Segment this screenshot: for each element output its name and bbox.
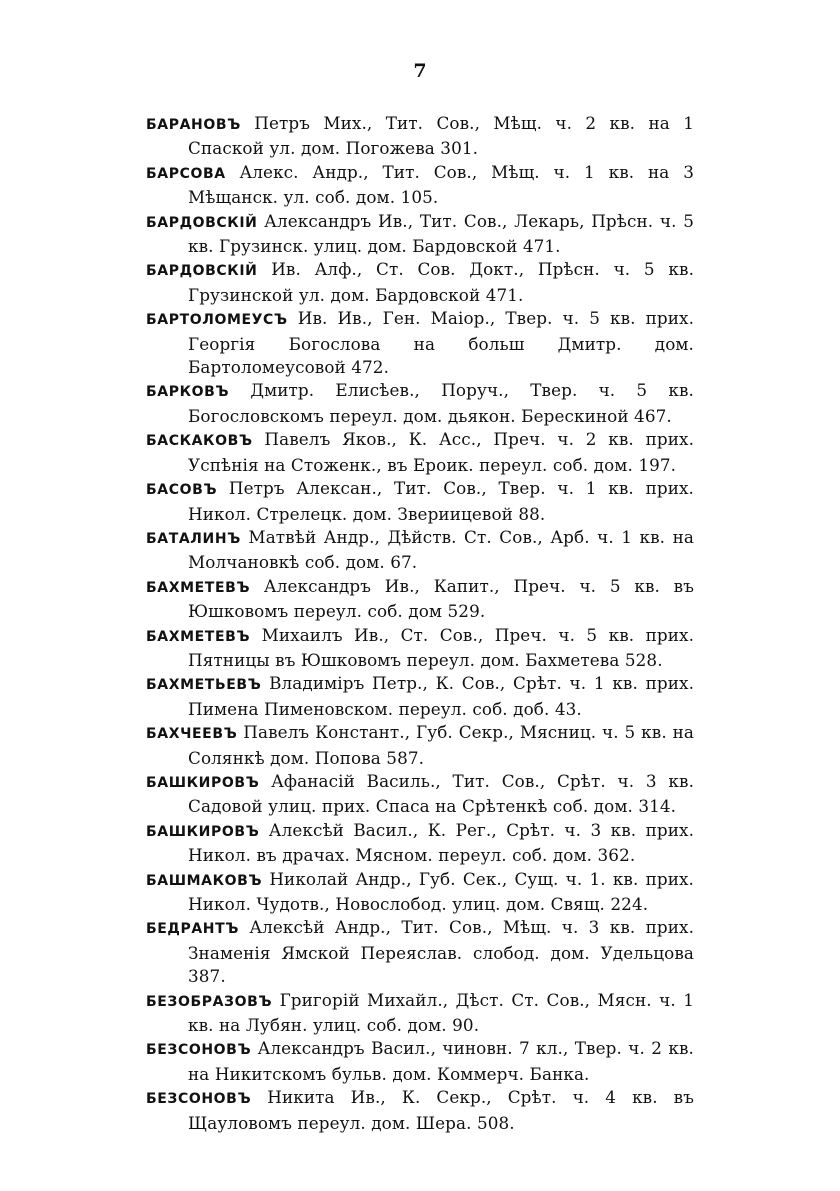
- entry-surname: БАРТОЛОМЕУСЪ: [146, 312, 288, 329]
- entry-text: Ив. Алф., Ст. Сов. Докт., Прѣсн. ч. 5 кв. Грузинской ул. дом. Бардовской 471.: [188, 259, 695, 305]
- entry-text: Алекс. Андр., Тит. Сов., Мѣщ. ч. 1 кв. на 3 Мѣщанск. ул. соб. дом. 105.: [188, 161, 694, 208]
- directory-entry: [146, 379, 694, 428]
- entry-text: Петръ Алексан., Тит. Сов., Твер. ч. 1 кв. прих. Никол. Стрелецк. дом. Звериицевой 88.: [188, 478, 694, 524]
- entry-text: Александръ Ив., Капит., Преч. ч. 5 кв. въ Юшковомъ переул. соб. дом 529.: [188, 575, 695, 622]
- directory-entry: [146, 770, 694, 819]
- entry-text: Павелъ Яков., К. Асс., Преч. ч. 2 кв. прих. Успѣнія на Стоженк., въ Ероик. переул. соб. дом. 197.: [188, 429, 694, 475]
- entry-surname: БАШКИРОВЪ: [146, 823, 260, 840]
- directory-entry: [146, 672, 694, 721]
- entry-surname: БАСОВЪ: [146, 482, 218, 499]
- entry-surname: БАХМЕТЬЕВЪ: [146, 677, 262, 694]
- directory-entries: [146, 112, 694, 1135]
- entry-surname: БАХМЕТЕВЪ: [146, 579, 251, 596]
- entry-text: Петръ Мих., Тит. Сов., Мѣщ. ч. 2 кв. на 1 Спаской ул. дом. Погожева 301.: [188, 113, 694, 159]
- directory-entry: [146, 477, 694, 526]
- entry-text: Афанасій Василь., Тит. Сов., Срѣт. ч. 3 кв. Садовой улиц. прих. Спаса на Срѣтенкѣ соб. дом. 314.: [188, 770, 695, 817]
- directory-entry: [146, 819, 694, 868]
- entry-surname: БАШМАКОВЪ: [146, 872, 263, 889]
- entry-surname: БАРДОВСКІЙ: [146, 214, 258, 231]
- directory-entry: [146, 1086, 694, 1135]
- directory-entry: [146, 307, 694, 379]
- entry-surname: БАРСОВА: [146, 165, 226, 182]
- directory-entry: [146, 112, 694, 161]
- entry-surname: БАРАНОВЪ: [146, 117, 241, 133]
- entry-surname: БЕЗСОНОВЪ: [146, 1042, 252, 1059]
- directory-entry: [146, 526, 694, 575]
- entry-text: Александръ Ив., Тит. Сов., Лекарь, Прѣсн. ч. 5 кв. Грузинск. улиц. дом. Бардовской 471.: [188, 210, 694, 257]
- entry-surname: БАРДОВСКІЙ: [146, 263, 258, 280]
- directory-entry: [146, 210, 694, 259]
- directory-entry: [146, 575, 694, 624]
- entry-text: Григорій Михайл., Дѣст. Ст. Сов., Мясн. ч. 1 кв. на Лубян. улиц. соб. дом. 90.: [188, 989, 695, 1036]
- entry-surname: БАСКАКОВЪ: [146, 433, 253, 450]
- entry-text: Михаилъ Ив., Ст. Сов., Преч. ч. 5 кв. прих. Пятницы въ Юшковомъ переул. дом. Бахметева 528.: [188, 624, 695, 670]
- entry-text: Матвѣй Андр., Дѣйств. Ст. Сов., Арб. ч. 1 кв. на Молчановкѣ соб. дом. 67.: [188, 526, 694, 573]
- directory-entry: [146, 428, 694, 477]
- entry-surname: БАХЧЕЕВЪ: [146, 726, 238, 743]
- entry-surname: БАТАЛИНЪ: [146, 530, 241, 547]
- entry-surname: БЕЗОБРАЗОВЪ: [146, 993, 273, 1010]
- entry-surname: БАРКОВЪ: [146, 384, 230, 401]
- directory-entry: [146, 989, 694, 1038]
- entry-text: Дмитр. Елисѣев., Поруч., Твер. ч. 5 кв. Богословскомъ переул. дом. дьякон. Берескиной 467.: [188, 380, 694, 426]
- entry-text: Алексѣй Андр., Тит. Сов., Мѣщ. ч. 3 кв. прих. Знаменія Ямской Переяслав. слобод. дом. Удельцова 387.: [188, 917, 695, 987]
- entry-surname: БАХМЕТЕВЪ: [146, 628, 251, 645]
- entry-text: Никита Ив., К. Секр., Срѣт. ч. 4 кв. въ Щауловомъ переул. дом. Шера. 508.: [188, 1087, 695, 1133]
- directory-entry: [146, 258, 694, 307]
- directory-entry: [146, 868, 694, 917]
- page-number: 7: [413, 60, 427, 82]
- directory-entry: [146, 721, 694, 770]
- entry-surname: БЕЗСОНОВЪ: [146, 1091, 252, 1108]
- entry-surname: БАШКИРОВЪ: [146, 774, 260, 791]
- entry-text: Павелъ Констант., Губ. Секр., Мясниц. ч. 5 кв. на Солянкѣ дом. Попова 587.: [188, 722, 695, 768]
- entry-surname: БЕДРАНТЪ: [146, 921, 240, 938]
- directory-entry: [146, 1037, 694, 1086]
- directory-entry: [146, 624, 694, 673]
- entry-text: Александръ Васил., чиновн. 7 кл., Твер. ч. 2 кв. на Никитскомъ бульв. дом. Коммерч. Банка.: [188, 1038, 694, 1084]
- entry-text: Ив. Ив., Ген. Маіор., Твер. ч. 5 кв. прих. Георгія Богослова на больш Дмитр. дом. Бартоломеусовой 472.: [188, 308, 695, 378]
- entry-text: Владиміръ Петр., К. Сов., Срѣт. ч. 1 кв. прих. Пимена Пименовском. переул. соб. доб. 43.: [188, 673, 695, 719]
- entry-text: Алексѣй Васил., К. Рег., Срѣт. ч. 3 кв. прих. Никол. въ драчах. Мясном. переул. соб. дом. 362.: [188, 819, 694, 866]
- directory-entry: [146, 161, 694, 210]
- entry-text: Николай Андр., Губ. Сек., Сущ. ч. 1. кв. прих. Никол. Чудотв., Новослобод. улиц. дом. Свящ. 224.: [188, 868, 694, 914]
- directory-entry: [146, 916, 694, 988]
